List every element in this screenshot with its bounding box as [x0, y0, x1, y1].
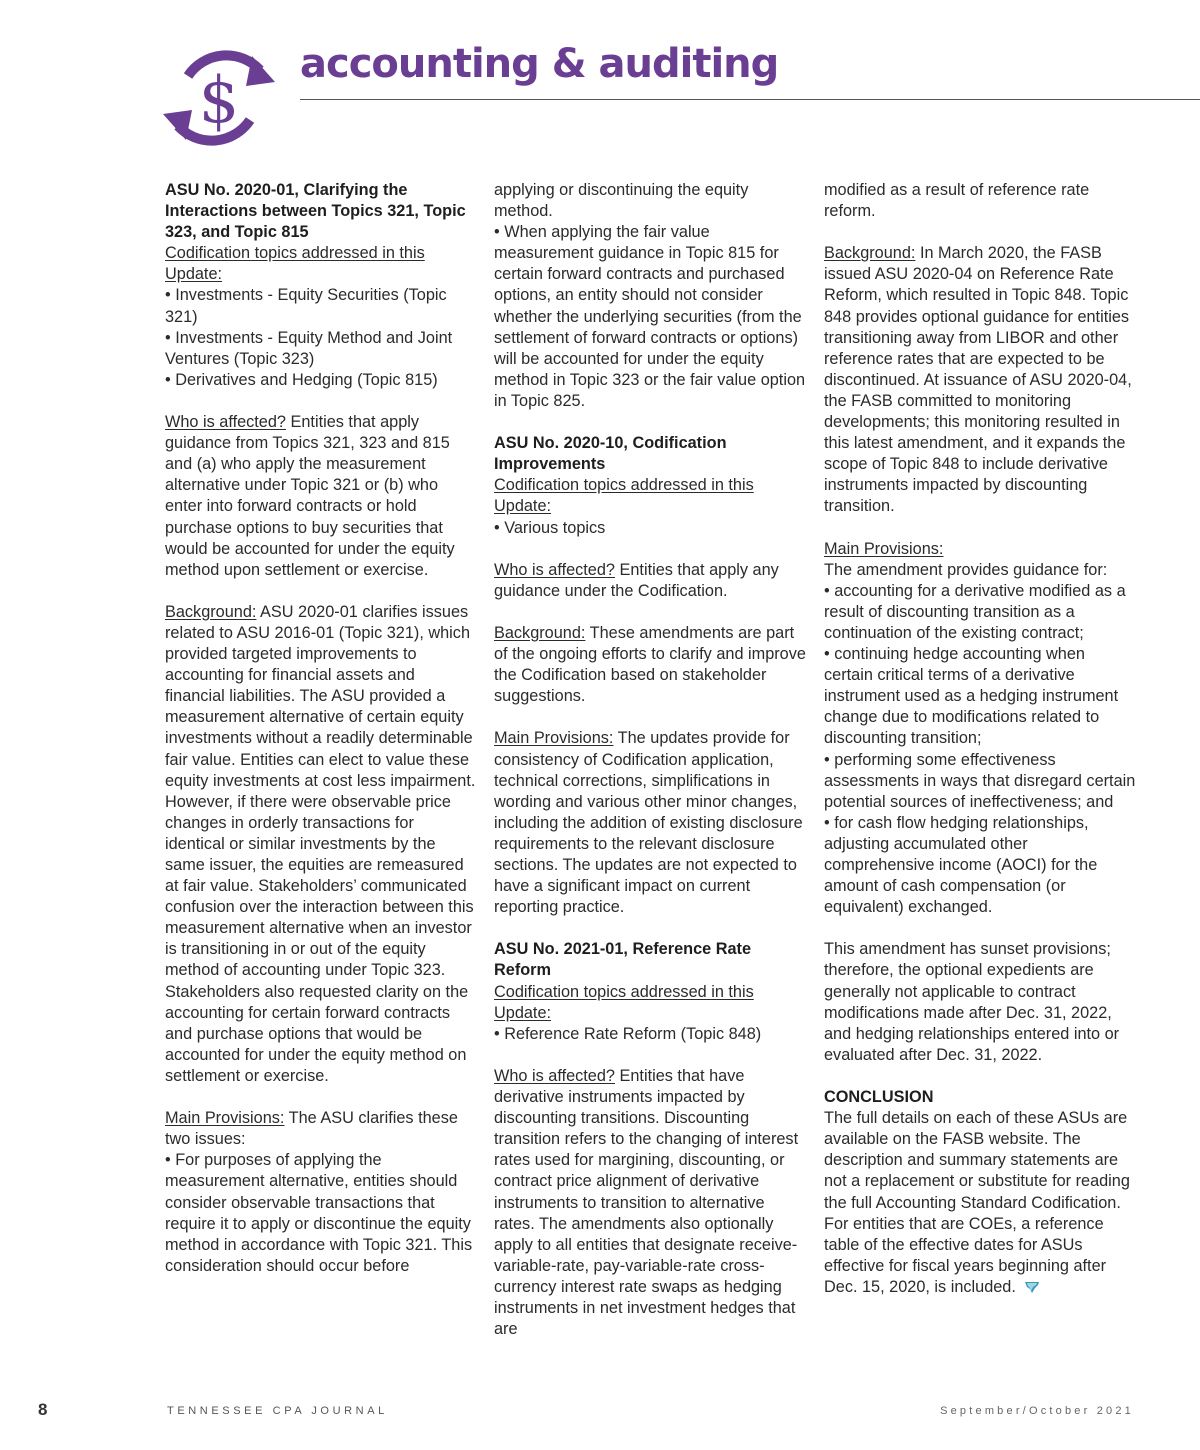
provision-bullet: • For purposes of applying the measurement alternative, entities should consider observable transactions that require it to apply or discontinue the equity method in accordance with Topic 321. This consideration should occur before [165, 1151, 473, 1275]
publication-name: TENNESSEE CPA JOURNAL [167, 1405, 388, 1417]
asu-2021-01-heading: ASU No. 2021-01, Reference Rate Reform [494, 940, 751, 980]
who-affected-text: Entities that apply guidance from Topics 321, 323 and 815 and (a) who apply the measurement alternative under Topic 321 or (b) who enter into forward contracts or hold purchase options to buy securities that would be accounted for under the equity method upon settlement or exercise. [165, 413, 455, 579]
background-paragraph [165, 602, 477, 1087]
issue-date: September/October 2021 [940, 1405, 1134, 1417]
main-provisions-label: Main Provisions: [165, 1109, 285, 1128]
main-provisions-label: Main Provisions: [494, 729, 614, 748]
who-affected-paragraph [165, 412, 477, 581]
who-affected-label: Who is affected? [165, 413, 286, 432]
column-2 [494, 180, 806, 1340]
codification-topics-label: Codification topics addressed in this Update: [165, 244, 425, 284]
provision-bullet: • accounting for a derivative modified as a result of discounting transition as a continuation of the existing contract; [824, 581, 1126, 642]
sunset-paragraph: This amendment has sunset provisions; therefore, the optional expedients are generally not applicable to contract modifications made after Dec. 31, 2022, and hedging relationships entered into or evaluated after Dec. 31, 2022. [824, 940, 1120, 1064]
topic-item: • Reference Rate Reform (Topic 848) [494, 1024, 762, 1043]
who-affected-text: Entities that have derivative instruments impacted by discounting transitions. Discounting transition refers to the changing of interest rates used for margining, discounting, or contract price alignment of derivative instruments to transition to alternative rates. The amendments also optionally apply to all entities that designate receive-variable-rate, pay-variable-rate cross-currency interest rate swaps as hedging instruments in net investment hedges that are [494, 1066, 799, 1339]
background-text: These amendments are part of the ongoing efforts to clarify and improve the Codification based on stakeholder suggestions. [494, 623, 806, 706]
main-provisions-intro: The amendment provides guidance for: [824, 560, 1108, 579]
background-label: Background: [165, 602, 257, 621]
who-affected-label: Who is affected? [494, 1066, 615, 1085]
background-paragraph [494, 623, 806, 707]
who-affected-paragraph [494, 1066, 806, 1340]
provision-bullet: • performing some effectiveness assessments in ways that disregard certain potential sources of ineffectiveness; and [824, 750, 1136, 811]
provision-bullet: • for cash flow hedging relationships, adjusting accumulated other comprehensive income (AOCI) for the amount of cash compensation (or equivalent) exchanged. [824, 813, 1098, 917]
continued-text: modified as a result of reference rate reform. [824, 181, 1090, 221]
asu-2020-10-heading: ASU No. 2020-10, Codification Improvements [494, 434, 727, 474]
main-provisions-text: The updates provide for consistency of Codification application, technical corrections, simplifications in wording and various other minor changes, including the addition of existing disclosure requirements to the relevant disclosure sections. The updates are not expected to have a significant impact on current reporting practice. [494, 729, 803, 917]
section-title: accounting & auditing [300, 41, 779, 87]
dollar-exchange-icon [162, 44, 276, 152]
topic-item: • Various topics [494, 518, 606, 537]
page-number: 8 [38, 1400, 48, 1419]
continued-text: applying or discontinuing the equity method. [494, 181, 749, 221]
background-label: Background: [824, 244, 916, 263]
asu-2020-01-heading: ASU No. 2020-01, Clarifying the Interactions between Topics 321, Topic 323, and Topic 815 [165, 181, 466, 242]
topic-item: • Derivatives and Hedging (Topic 815) [165, 370, 438, 389]
title-rule [300, 99, 1200, 100]
topic-item: • Investments - Equity Securities (Topic 321) [165, 286, 447, 326]
main-provisions-text: The ASU clarifies these two issues: [165, 1109, 458, 1149]
column-1 [165, 180, 477, 1277]
who-affected-label: Who is affected? [494, 560, 615, 579]
background-text: ASU 2020-01 clarifies issues related to ASU 2016-01 (Topic 321), which provided targeted improvements to accounting for financial assets and financial liabilities. The ASU provided a measurement alternative of certain equity investments without a readily determinable fair value. Entities can elect to value these equity investments at cost less impairment. However, if there were observable price changes in orderly transactions for identical or similar investments by the same issuer, the equities are remeasured at fair value. Stakeholders’ communicated confusion over the interaction between this measurement alternative when an investor is transitioning in or out of the equity method of accounting under Topic 323. Stakeholders also requested clarity on the accounting for certain forward contracts and purchase options that would be accounted for under the equity method on settlement or exercise. [165, 602, 476, 1085]
topic-item: • Investments - Equity Method and Joint Ventures (Topic 323) [165, 328, 453, 368]
column-3 [824, 180, 1136, 1300]
codification-topics-label: Codification topics addressed in this Update: [494, 476, 754, 516]
conclusion-text: The full details on each of these ASUs are available on the FASB website. The description and summary statements are not a replacement or substitute for reading the full Accounting Standard Codification. For entities that are COEs, a reference table of the effective dates for ASUs effective for fiscal years beginning after Dec. 15, 2020, is included. [824, 1109, 1130, 1296]
who-affected-text: Entities that apply any guidance under the Codification. [494, 560, 779, 600]
background-text: In March 2020, the FASB issued ASU 2020-04 on Reference Rate Reform, which resulted in Topic 848. Topic 848 provides optional guidance for entities transitioning away from LIBOR and other reference rates that are expected to be discontinued. At issuance of ASU 2020-04, the FASB committed to monitoring developments; this monitoring resulted in this latest amendment, and it expands the scope of Topic 848 to include derivative instruments impacted by discounting transition. [824, 244, 1132, 516]
main-provisions-paragraph [494, 728, 806, 918]
main-provisions-paragraph [165, 1108, 477, 1150]
who-affected-paragraph [494, 560, 806, 602]
tennessee-end-mark-icon [1024, 1279, 1040, 1300]
conclusion-paragraph [824, 1108, 1136, 1300]
background-label: Background: [494, 623, 586, 642]
svg-text:$: $ [198, 64, 240, 138]
main-provisions-label: Main Provisions: [824, 539, 944, 558]
background-paragraph [824, 243, 1136, 517]
conclusion-heading: CONCLUSION [824, 1088, 934, 1107]
codification-topics-label: Codification topics addressed in this Update: [494, 982, 754, 1022]
provision-bullet: • continuing hedge accounting when certain critical terms of a derivative instrument used as a hedging instrument change due to modifications related to discounting transition; [824, 645, 1119, 748]
provision-bullet: • When applying the fair value measurement guidance in Topic 815 for certain forward contracts and purchased options, an entity should not consider whether the underlying securities (from the settlement of forward contracts or options) will be accounted for under the equity method in Topic 323 or the fair value option in Topic 825. [494, 223, 806, 410]
